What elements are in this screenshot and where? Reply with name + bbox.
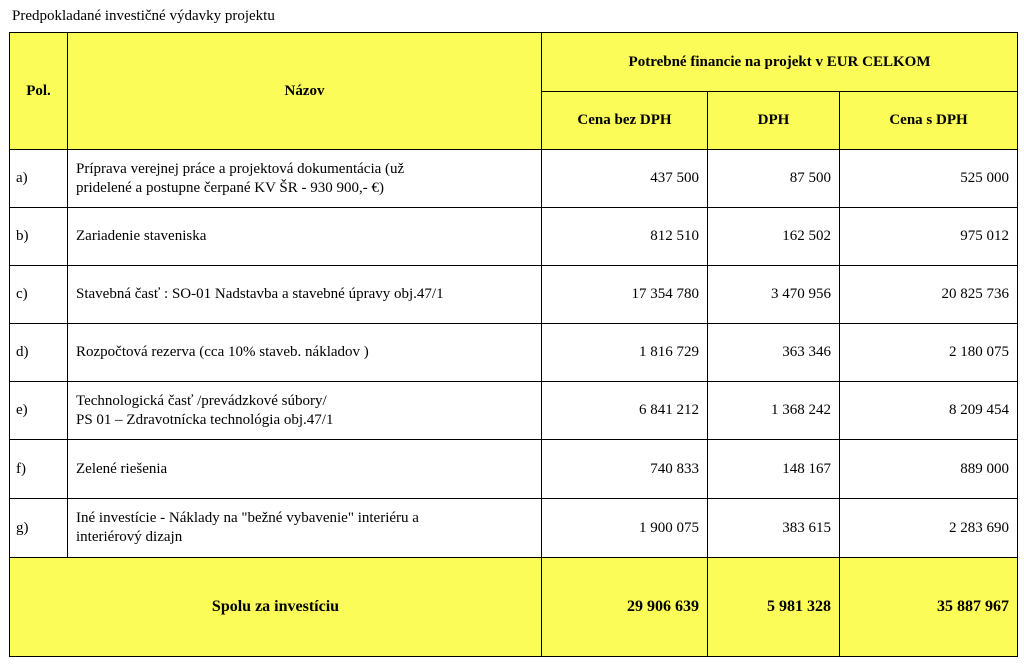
- row-cena-bez-dph: 740 833: [542, 440, 708, 499]
- row-name: [68, 324, 542, 382]
- row-dph: 3 470 956: [708, 266, 840, 324]
- row-dph: 1 368 242: [708, 382, 840, 440]
- row-pol: f): [10, 440, 68, 499]
- row-pol: g): [10, 499, 68, 558]
- total-cena-s-dph: 35 887 967: [840, 558, 1018, 657]
- row-pol: e): [10, 382, 68, 440]
- row-cena-s-dph: 525 000: [840, 150, 1018, 208]
- row-name-line: pridelené a postupne čerpané KV ŠR - 930 900,- €): [76, 179, 384, 196]
- row-cena-s-dph: 2 180 075: [840, 324, 1018, 382]
- row-cena-s-dph: 8 209 454: [840, 382, 1018, 440]
- table-row: [10, 266, 1018, 324]
- total-dph: 5 981 328: [708, 558, 840, 657]
- row-pol: a): [10, 150, 68, 208]
- row-cena-bez-dph: 17 354 780: [542, 266, 708, 324]
- row-name: [68, 499, 542, 558]
- row-name: [68, 266, 542, 324]
- row-cena-bez-dph: 1 816 729: [542, 324, 708, 382]
- table-row: [10, 382, 1018, 440]
- row-pol: c): [10, 266, 68, 324]
- table-row: [10, 499, 1018, 558]
- row-dph: 148 167: [708, 440, 840, 499]
- row-dph: 363 346: [708, 324, 840, 382]
- row-pol: b): [10, 208, 68, 266]
- header-cena-bez-dph: Cena bez DPH: [542, 92, 708, 150]
- total-cena-bez-dph: 29 906 639: [542, 558, 708, 657]
- header-nazov: Názov: [68, 33, 542, 150]
- header-cena-s-dph: Cena s DPH: [840, 92, 1018, 150]
- row-name-line: Zelené riešenia: [76, 460, 168, 477]
- row-name: [68, 208, 542, 266]
- row-cena-bez-dph: 6 841 212: [542, 382, 708, 440]
- table-row: [10, 208, 1018, 266]
- header-financing-group: Potrebné financie na projekt v EUR CELKOM: [542, 33, 1018, 92]
- total-label: Spolu za investíciu: [10, 558, 542, 657]
- total-row: [10, 558, 1018, 657]
- row-cena-s-dph: 20 825 736: [840, 266, 1018, 324]
- row-name: [68, 150, 542, 208]
- table-row: [10, 440, 1018, 499]
- table-row: [10, 150, 1018, 208]
- row-dph: 162 502: [708, 208, 840, 266]
- row-cena-s-dph: 889 000: [840, 440, 1018, 499]
- row-name-line: Rozpočtová rezerva (cca 10% staveb. nákladov ): [76, 344, 369, 360]
- row-dph: 383 615: [708, 499, 840, 558]
- row-cena-s-dph: 975 012: [840, 208, 1018, 266]
- table-row: [10, 324, 1018, 382]
- page-caption: Predpokladané investičné výdavky projektu: [12, 8, 275, 24]
- row-name-line: Technologická časť /prevádzkové súbory/: [76, 392, 327, 409]
- row-name-line: Zariadenie staveniska: [76, 228, 207, 244]
- row-name-line: Príprava verejnej práce a projektová dokumentácia (už: [76, 160, 405, 177]
- row-name-line: PS 01 – Zdravotnícka technológia obj.47/1: [76, 411, 334, 428]
- header-pol: Pol.: [10, 33, 68, 150]
- row-dph: 87 500: [708, 150, 840, 208]
- row-name-line: Iné investície - Náklady na "bežné vybavenie" interiéru a: [76, 510, 419, 526]
- row-name: [68, 382, 542, 440]
- row-name: [68, 440, 542, 499]
- row-cena-bez-dph: 1 900 075: [542, 499, 708, 558]
- header-dph: DPH: [708, 92, 840, 150]
- row-cena-bez-dph: 812 510: [542, 208, 708, 266]
- investment-table: [9, 32, 1018, 657]
- row-cena-s-dph: 2 283 690: [840, 499, 1018, 558]
- row-name-line: interiérový dizajn: [76, 529, 183, 545]
- row-cena-bez-dph: 437 500: [542, 150, 708, 208]
- row-name-line: Stavebná časť : SO-01 Nadstavba a stavebné úpravy obj.47/1: [76, 286, 444, 302]
- row-pol: d): [10, 324, 68, 382]
